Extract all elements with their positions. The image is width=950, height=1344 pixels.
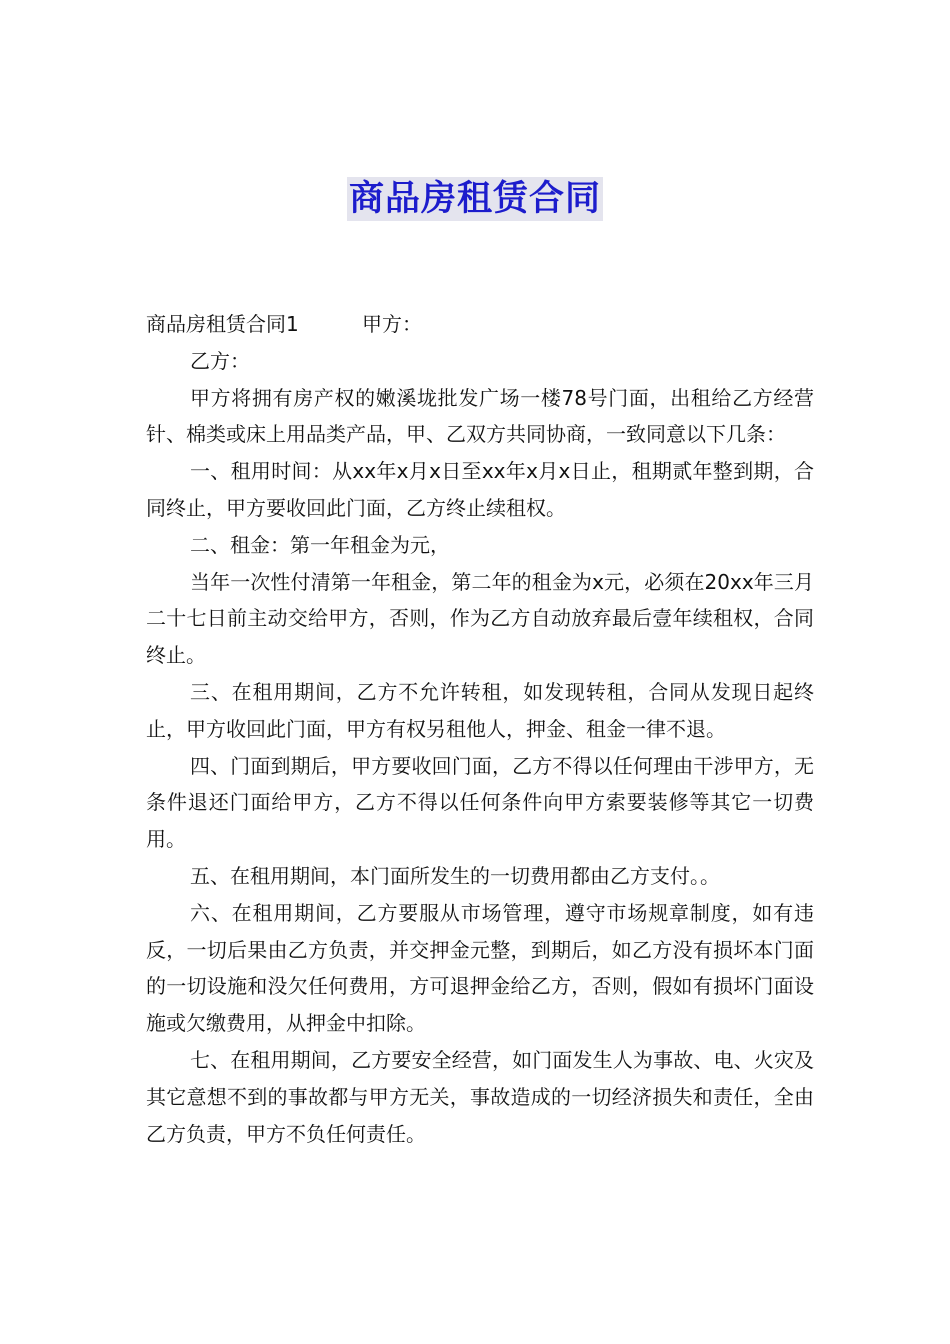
title-container [0,177,950,221]
paragraph-clause-5: 五、在租用期间，本门面所发生的一切费用都由乙方支付。。 [190,863,720,888]
paragraph-intro: 甲方将拥有房产权的嫩溪垅批发广场一楼78号门面，出租给乙方经营针、棉类或床上用品类产品，甲、乙双方共同协商，一致同意以下几条： [146,385,814,447]
paragraph-clause-2: 二、租金：第一年租金为元， [190,532,450,557]
paragraph-party-b: 乙方： [190,348,250,373]
party-a-label: 甲方： [362,312,422,336]
paragraph-clause-4: 四、门面到期后，甲方要收回门面，乙方不得以任何理由干涉甲方，无条件退还门面给甲方，乙方不得以任何条件向甲方索要装修等其它一切费用。 [146,753,814,852]
paragraph-clause-2-cont: 当年一次性付清第一年租金，第二年的租金为x元，必须在20xx年三月二十七日前主动交给甲方，否则，作为乙方自动放弃最后壹年续租权，合同终止。 [146,569,814,668]
paragraph-clause-1: 一、租用时间：从xx年x月x日至xx年x月x日止，租期贰年整到期，合同终止，甲方要收回此门面，乙方终止续租权。 [146,459,814,520]
contract-label: 商品房租赁合同1 [146,312,299,336]
paragraph-clause-7: 七、在租用期间，乙方要安全经营，如门面发生人为事故、电、火灾及其它意想不到的事故都与甲方无关，事故造成的一切经济损失和责任，全由乙方负责，甲方不负任何责任。 [146,1047,814,1146]
document-title: 商品房租赁合同 [348,179,601,219]
paragraph-clause-6: 六、在租用期间，乙方要服从市场管理，遵守市场规章制度，如有违反，一切后果由乙方负责，并交押金元整，到期后，如乙方没有损坏本门面的一切设施和没欠任何费用，方可退押金给乙方，否则，假如有损坏门面设施或欠缴费用，从押金中扣除。 [146,900,814,1036]
paragraph-clause-3: 三、在租用期间，乙方不允许转租，如发现转租，合同从发现日起终止，甲方收回此门面，甲方有权另租他人，押金、租金一律不退。 [146,679,814,741]
heading-line [146,306,814,343]
document-body [146,306,814,1152]
